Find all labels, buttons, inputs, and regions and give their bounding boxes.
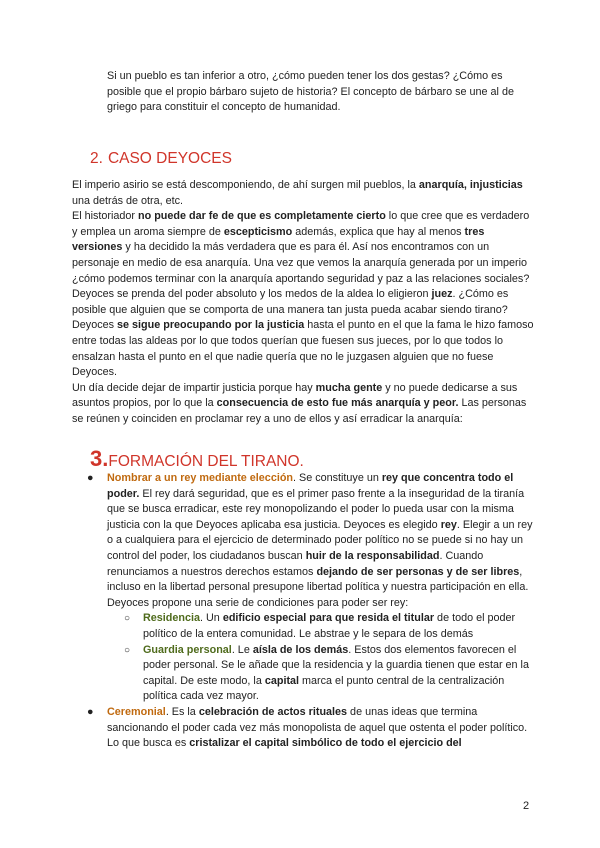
bold-run: anarquía, injusticias bbox=[418, 179, 523, 191]
text-run: hasta el punto en el que la fama le hizo famoso entre todas las aldeas por lo que todos querían que fuesen sus jueces, por lo que todos lo ensalzan hasta el punto en el que nadie quería que no le juzgasen alguien que no fuese Deyoces. bbox=[72, 319, 534, 379]
bold-run: rey bbox=[440, 518, 457, 531]
bold-run: aísla de los demás bbox=[252, 643, 349, 656]
text-run: una detrás de otra, etc. bbox=[72, 194, 184, 207]
text-run: de unas ideas que termina sancionando el poder cada vez más monopolista de aquel que ostenta el poder político. Lo que busca es bbox=[107, 705, 528, 750]
section-3-heading bbox=[90, 446, 304, 472]
bold-run: escepticismo bbox=[223, 225, 293, 238]
text-run: Las personas se reúnen y coinciden en proclamar rey a uno de ellos y así erradicar la anarquía: bbox=[72, 397, 527, 425]
text-run: y ha decidido la más verdadera que es para él. Así nos encontramos con un personaje en medio de esa anarquía. Una vez que vemos la anarquía generada por un imperio ¿cómo podemos terminar con la anarquía aportando seguridad y paz a las relaciones sociales? Deyoces se prenda del poder absoluto y los medos de la aldea lo eligieron bbox=[72, 241, 530, 301]
sublist-container bbox=[82, 611, 534, 705]
bold-run: celebración de actos rituales bbox=[198, 705, 348, 718]
bold-run: cristalizar el capital simbólico de todo el ejercicio del bbox=[189, 737, 462, 750]
term-label: Nombrar a un rey mediante elección bbox=[107, 472, 294, 484]
bold-run: rey que concentra todo el poder. bbox=[107, 472, 514, 500]
text-run: . Es la bbox=[165, 705, 199, 718]
text-run: El imperio asirio se está descomponiendo, de ahí surgen mil pueblos, la bbox=[72, 179, 419, 191]
text-run: Un día decide dejar de impartir justicia porque hay bbox=[72, 381, 316, 394]
term-label: Guardia personal bbox=[143, 643, 232, 656]
text-run: . Se constituye un bbox=[293, 472, 382, 484]
term-label: Residencia bbox=[143, 612, 201, 625]
section-2-number: 2. bbox=[90, 150, 103, 167]
section-3-title: FORMACIÓN DEL TIRANO. bbox=[108, 453, 304, 470]
bold-run: juez bbox=[431, 288, 453, 301]
sublist bbox=[82, 611, 534, 705]
intro-paragraph: Si un pueblo es tan inferior a otro, ¿cómo pueden tener los dos gestas? ¿Cómo es posible que el propio bárbaro sujeto de historia? El concepto de bárbaro se une al de griego para constituir el concepto de humanidad. bbox=[107, 70, 514, 114]
bold-run: consecuencia de esto fue más anarquía y peor. bbox=[216, 397, 459, 410]
section-2-title: CASO DEYOCES bbox=[107, 150, 232, 167]
bold-run: edificio especial para que resida el titular bbox=[222, 612, 435, 625]
section-3-list bbox=[82, 471, 534, 752]
bullet-icon: ● bbox=[87, 705, 94, 718]
section-2-paragraph-3 bbox=[72, 381, 534, 428]
text-run: y no puede dedicarse a sus asuntos propios, por lo que la bbox=[72, 381, 518, 410]
text-run: de todo el poder político de la entera comunidad. Le abstrae y le separa de los demás bbox=[143, 612, 516, 640]
text-run: . ¿Cómo es posible que alguien que se comporta de una manera tan justa pueda acabar siendo tirano? Deyoces bbox=[72, 288, 509, 332]
text-run: El rey dará seguridad, que es el primer paso frente a la inseguridad de la tiranía que se busca erradicar, este rey monopolizando el poder lo pueda usar con la misma justicia con la que Deyoces aplicaba esa justicia. Deyoces es elegido bbox=[107, 487, 525, 531]
list-item bbox=[82, 705, 534, 752]
text-run: , incluso en la libertad personal presupone libertad política y nuestra participación en ella. Deyoces propone una serie de condiciones para poder ser rey: bbox=[107, 565, 529, 609]
sublist-item bbox=[82, 643, 534, 705]
bold-run: se sigue preocupando por la justicia bbox=[117, 319, 305, 332]
bold-run: dejando de ser personas y de ser libres bbox=[316, 565, 520, 578]
circle-bullet-icon: ○ bbox=[124, 644, 131, 656]
text-run: . Le bbox=[231, 643, 253, 656]
section-2-body bbox=[72, 178, 534, 428]
text-run: además, explica que hay al menos bbox=[292, 225, 465, 238]
sublist-item bbox=[82, 611, 534, 642]
text-run: El historiador bbox=[72, 210, 139, 223]
section-3-number: 3. bbox=[90, 446, 109, 471]
circle-bullet-icon: ○ bbox=[124, 613, 131, 625]
text-run: marca el punto central de la centralización política cada vez mayor. bbox=[143, 674, 505, 703]
list-item bbox=[82, 471, 534, 611]
bold-run: tres versiones bbox=[72, 225, 485, 254]
bullet-icon: ● bbox=[87, 472, 94, 484]
bold-run: mucha gente bbox=[315, 381, 383, 394]
text-run: . Cuando renunciamos a nuestros derechos estamos bbox=[107, 549, 484, 578]
bold-run: capital bbox=[264, 674, 300, 687]
page-number: 2 bbox=[523, 800, 530, 812]
bold-run: no puede dar fe de que es completamente cierto bbox=[138, 210, 386, 223]
section-2-heading bbox=[90, 150, 232, 168]
bold-run: huir de la responsabilidad bbox=[305, 549, 440, 562]
term-label: Ceremonial bbox=[107, 705, 166, 718]
section-2-paragraph-2 bbox=[72, 209, 534, 381]
section-2-paragraph-1 bbox=[72, 178, 534, 209]
text-run: . Elegir a un rey o a cualquiera para el ejercicio de determinado poder político no se puede si no hay un control del poder, los ciudadanos buscan bbox=[107, 518, 533, 562]
text-run: . Estos dos elementos favorecen el poder personal. Se le añade que la residencia y la guardia tienen que estar en la capital. De este modo, la bbox=[143, 643, 529, 687]
text-run: lo que cree que es verdadero y emplea un aroma siempre de bbox=[72, 210, 530, 238]
text-run: . Un bbox=[200, 612, 223, 625]
